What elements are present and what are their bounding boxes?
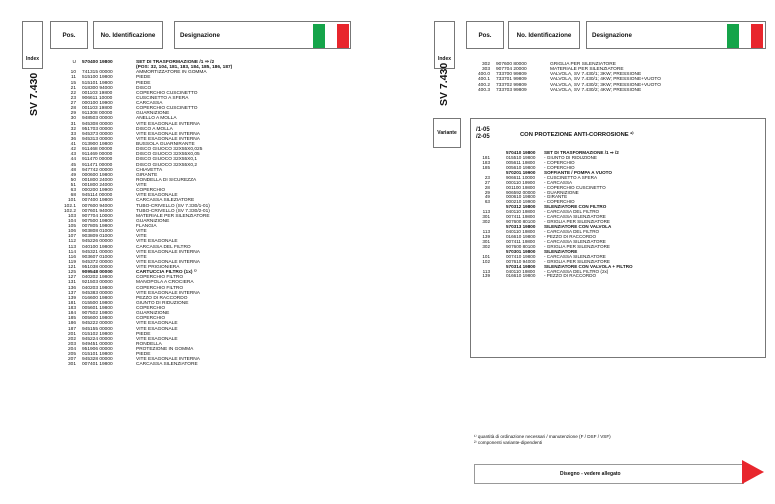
id-cell: 570314 19800 <box>506 263 536 269</box>
id-cell: 040110 19800 <box>506 229 536 234</box>
desc-cell: GRIGLIA PER SILENZIATORE <box>550 62 616 67</box>
desc-cell: VITE <box>136 234 147 240</box>
pos-cell: 28 <box>484 184 490 190</box>
desc-cell: - CARCASSA SILENZIATORE <box>544 253 606 259</box>
id-cell: 007400 19800 <box>82 198 113 204</box>
pos-cell: 29 <box>70 111 76 117</box>
pos-cell: 106 <box>67 229 76 235</box>
table-row <box>470 274 760 279</box>
id-cell: 005611 19800 <box>506 159 536 165</box>
id-cell: 000100 19900 <box>82 101 113 106</box>
pos-cell: 136 <box>67 285 76 291</box>
pos-cell: 302 <box>482 219 490 225</box>
id-cell: 733701 99809 <box>496 77 527 83</box>
pos-cell: 107 <box>67 234 76 240</box>
id-cell: 005610 19800 <box>506 164 536 170</box>
desc-cell: VITE ESAGONALE INTERNA <box>136 357 200 363</box>
desc-cell: COPERCHIO <box>136 188 166 194</box>
id-cell: 007411 19800 <box>506 238 536 244</box>
id-cell: 000210 19900 <box>506 199 536 205</box>
pos-cell: 183 <box>482 159 490 165</box>
pos-cell: 105 <box>67 224 76 229</box>
pos-cell: 113 <box>482 229 490 234</box>
id-cell: 016610 19800 <box>506 273 536 279</box>
pos-cell: 131 <box>67 280 76 286</box>
pos-cell: 137 <box>67 290 76 296</box>
desc-cell: SILENZIATORE <box>544 248 578 254</box>
flag-red-stripe <box>751 24 763 48</box>
desc-cell: VITE PRIGIONIERA <box>136 265 180 270</box>
pos-cell: 102.2 <box>63 208 76 214</box>
id-cell: 907600 80100 <box>506 219 536 225</box>
pos-cell: 63 <box>484 199 490 205</box>
pos-cell: 102.1 <box>63 203 76 209</box>
flag-green-stripe <box>313 24 325 48</box>
desc-cell: GIRANTE <box>136 172 158 178</box>
desc-header-right: Designazione <box>586 21 766 49</box>
desc-cell: - CARCASSA DEL FILTRO (2x) <box>544 268 609 274</box>
desc-cell: GIUNTO DI RIDUZIONE <box>136 300 189 306</box>
pos-cell: 10 <box>70 70 76 76</box>
id-cell: 945321 00000 <box>82 249 113 255</box>
desc-cell: - CARCASSA DEL FILTRO <box>544 209 600 215</box>
desc-cell: GUARNIZIONE <box>136 311 170 317</box>
desc-cell: FLANGIA <box>136 224 157 229</box>
pos-cell: 185 <box>482 164 490 170</box>
desc-cell: - GIRANTE <box>544 194 568 200</box>
pos-cell: 303 <box>481 67 490 73</box>
id-cell: 005600 19800 <box>82 316 113 322</box>
pos-cell: 27 <box>484 179 490 185</box>
model-label-right: SV 7.430 <box>438 62 450 106</box>
desc-cell: CARCASSA SILENZIATORE <box>136 362 198 368</box>
desc-cell: TUBO-CRIVELLO (SV 7.330/2-01) <box>136 208 210 214</box>
desc-cell: VITE ESAGONALE INTERNA <box>136 121 200 127</box>
pos-cell: 101 <box>67 198 76 204</box>
id-cell: 903808 01000 <box>82 229 113 235</box>
desc-header: Designazione <box>174 21 351 49</box>
desc-cell: VITE ESAGONALE INTERNA <box>136 290 200 296</box>
id-cell: 515101 19800 <box>82 80 113 86</box>
pos-cell: 119 <box>68 259 76 265</box>
desc-cell: - GIUNTO DI RIDUZIONE <box>544 154 597 160</box>
pos-cell: 112 <box>68 239 76 245</box>
id-cell: 001800 24000 <box>82 177 113 183</box>
desc-cell: - CARCASSA DEL FILTRO <box>544 229 600 234</box>
desc-cell: SILENZIATORE CON FILTRO <box>544 204 607 210</box>
id-cell: 945313 00000 <box>82 136 113 142</box>
pos-cell: 44 <box>70 157 76 163</box>
pos-cell: 301 <box>482 238 490 244</box>
id-cell: 733702 99809 <box>496 82 527 88</box>
id-cell: 013900 19800 <box>82 142 113 147</box>
id-cell: 907502 19800 <box>82 311 113 317</box>
id-cell: 040202 19800 <box>82 275 113 281</box>
pos-cell: 207 <box>67 357 76 363</box>
pos-cell: 400.0 <box>477 72 490 78</box>
pos-cell: 101 <box>482 253 490 259</box>
id-cell: 733700 99809 <box>496 72 527 78</box>
id-cell: 040203 19800 <box>82 285 113 291</box>
pos-cell: 21 <box>70 85 76 91</box>
id-cell: 951038 00000 <box>82 265 113 270</box>
id-cell: 018300 94000 <box>82 85 113 91</box>
pos-cell: 203 <box>67 341 76 347</box>
pos-cell: 139 <box>482 233 490 239</box>
pos-cell: 113 <box>68 244 76 250</box>
desc-cell: PROTEZIONE IN GOMMA <box>136 347 194 352</box>
pos-cell: 184 <box>67 311 76 317</box>
id-cell: 945222 00000 <box>82 321 113 327</box>
id-cell: 951906 00000 <box>82 347 113 352</box>
pos-cell: 49 <box>484 194 490 200</box>
desc-cell: PIEDE <box>136 331 151 337</box>
pos-cell: 104 <box>67 218 76 224</box>
pos-cell: 187 <box>67 326 76 332</box>
desc-cell: VITE <box>136 183 147 188</box>
id-cell: 903809 01000 <box>82 234 113 240</box>
id-cell: 001103 19800 <box>82 90 113 96</box>
desc-cell: - CARCASSA SILENZIATORE <box>544 238 606 244</box>
flag-red-stripe <box>337 24 349 48</box>
desc-cell: CARCASSA SILEZIATORE <box>136 198 195 204</box>
pos-cell: 32 <box>70 126 76 132</box>
desc-cell: - COPERCHIO <box>544 164 575 170</box>
pos-cell: 400.2 <box>477 82 490 88</box>
desc-cell: VITE ESAGONALE <box>136 239 178 245</box>
pos-cell: 36 <box>70 136 76 142</box>
id-cell: 906611 10000 <box>506 174 536 180</box>
pos-cell: 202 <box>67 336 76 342</box>
pos-cell: 181 <box>482 154 490 160</box>
flag-white-stripe <box>325 24 337 48</box>
id-cell: 016610 19800 <box>506 233 536 239</box>
variant-index: /1-05 /2-05 <box>476 127 490 140</box>
pos-cell: U <box>72 60 76 65</box>
id-cell: 921503 00000 <box>82 280 113 286</box>
id-cell: 907600 80000 <box>496 62 527 67</box>
desc-cell: - CARCASSA <box>544 179 573 185</box>
id-cell: 007411 19800 <box>506 214 536 220</box>
pos-cell: 127 <box>67 275 76 281</box>
id-cell: 015101 19800 <box>82 352 113 358</box>
desc-cell: DISCO GIUOCO 32X55X0,1 <box>136 157 198 163</box>
pos-cell: 30 <box>70 116 76 122</box>
id-cell: 515100 19800 <box>82 75 113 81</box>
id-header: No. Identificazione <box>93 21 163 49</box>
id-cell: 945114 00000 <box>82 193 113 199</box>
pos-cell: 302 <box>481 62 490 67</box>
pos-cell: 103 <box>67 213 76 219</box>
id-cell: 001100 19800 <box>506 184 536 190</box>
desc-cell: - GRIGLIA PER SILENZIATORE <box>544 219 610 225</box>
pos-cell: 23 <box>70 95 76 101</box>
pos-cell: 139 <box>482 273 490 279</box>
id-cell: 906592 00000 <box>506 189 536 195</box>
id-cell: 015102 19800 <box>82 331 113 337</box>
desc-cell: TUBO-CRIVELLO (SV 7.330/1-01) <box>136 203 210 209</box>
id-cell: 907704 20000 <box>496 67 527 73</box>
desc-cell: PEZZO DI RACCORDO <box>136 295 188 301</box>
id-cell: 007805 19800 <box>82 224 113 229</box>
pos-cell: 301 <box>67 362 76 368</box>
id-cell: 945383 00000 <box>82 290 113 296</box>
pos-cell: 68 <box>70 193 76 199</box>
id-cell: 570410 19800 <box>506 150 536 155</box>
pos-cell: 43 <box>70 152 76 158</box>
desc-cell: - GUARNIZIONE <box>544 189 579 195</box>
id-cell: 570301 19800 <box>506 248 536 254</box>
desc-cell: VITE ESAGONALE <box>136 336 178 342</box>
id-cell: 570312 19800 <box>506 204 536 210</box>
desc-cell: MANOPOLA A CROCIERA <box>136 280 194 286</box>
desc-cell: - COPERCHIO <box>544 159 575 165</box>
desc-cell: CHIAVETTA <box>136 167 163 173</box>
id-cell: 040100 19800 <box>82 244 113 250</box>
id-cell: 906611 10000 <box>82 95 113 101</box>
pos-cell: 114 <box>68 249 76 255</box>
pos-cell: 113 <box>482 209 490 215</box>
id-cell: 001103 19800 <box>82 106 113 112</box>
desc-cell: - PEZZO DI RACCORDO <box>544 273 597 279</box>
pos-cell: 302 <box>482 243 490 249</box>
id-cell: 741315 00000 <box>82 70 113 76</box>
id-cell: 007601 94000 <box>82 208 113 214</box>
desc-cell: VITE <box>136 254 147 260</box>
flag-white-stripe <box>739 24 751 48</box>
id-cell: 907500 19800 <box>82 218 113 224</box>
pos-header-right: Pos. <box>466 21 504 49</box>
italy-flag-icon-right <box>727 24 763 48</box>
id-cell: 951703 00000 <box>82 126 113 132</box>
id-cell: 909548 00000 <box>82 270 113 276</box>
desc-cell: MATERIALE PER SILENZIATORE <box>136 213 210 219</box>
variant-label: Variante <box>433 118 461 148</box>
id-cell: 000200 19900 <box>82 188 113 194</box>
pos-cell: 28 <box>70 106 76 112</box>
desc-cell: COPERCHIO FILTRO <box>136 285 184 291</box>
pos-cell: 11 <box>71 75 76 81</box>
id-cell: 945372 00000 <box>82 259 113 265</box>
flag-green-stripe <box>727 24 739 48</box>
pos-cell: 139 <box>67 295 76 301</box>
id-header-right: No. Identificazione <box>508 21 580 49</box>
pos-cell: 48 <box>70 167 76 173</box>
desc-cell: SOFFIANTE / POMPA A VUOTO <box>544 169 612 175</box>
pos-cell: 201 <box>67 331 76 337</box>
id-cell: 000110 19900 <box>506 179 536 185</box>
id-cell: 007600 94000 <box>82 203 113 209</box>
id-cell: 947742 00000 <box>82 167 113 173</box>
desc-cell: VITE <box>136 229 147 235</box>
id-cell: 907600 80100 <box>506 243 536 249</box>
desc-cell: VALVOLA, SV 7.430/2; 3KW; PRESSIONE+VUOTO <box>550 82 661 88</box>
id-cell: 000600 19800 <box>82 172 113 178</box>
variant-parts-list <box>470 151 760 279</box>
pos-cell: 181 <box>67 300 76 306</box>
pos-cell: 15 <box>70 80 76 86</box>
desc-cell: GUARNIZIONE <box>136 218 170 224</box>
desc-cell: VALVOLA, SV 7.430/1; 3KW; PRESSIONE <box>550 72 642 78</box>
desc-cell: PIEDE <box>136 75 151 81</box>
pos-cell: 185 <box>67 316 76 322</box>
id-cell: 945308 00000 <box>82 121 113 127</box>
pos-cell: 23 <box>484 174 490 180</box>
table-row <box>48 362 368 367</box>
id-cell: 945224 00000 <box>82 336 113 342</box>
desc-cell: - CUSCINETTO A SFERA <box>544 174 598 180</box>
note-2: ²⁾ componenti variante-dipendenti <box>474 440 543 445</box>
id-cell: 949451 00000 <box>82 341 113 347</box>
desc-cell: - GRIGLIA PER SILENZIATORE <box>544 258 610 264</box>
id-cell: 945328 00000 <box>82 357 113 363</box>
pos-cell: 51 <box>70 183 76 188</box>
id-cell: 570400 19800 <box>82 60 113 65</box>
pos-cell: 186 <box>67 321 76 327</box>
index-label: Index <box>22 21 43 69</box>
pos-cell: 63 <box>70 188 76 194</box>
pos-cell: 41 <box>70 142 76 147</box>
pos-cell: 116 <box>68 254 76 260</box>
desc-cell: VITE ESAGONALE INTERNA <box>136 249 200 255</box>
pos-header: Pos. <box>50 21 88 49</box>
id-cell: 007410 19800 <box>506 253 536 259</box>
parts-list <box>48 60 368 368</box>
id-cell: 903607 01000 <box>82 254 113 260</box>
id-cell: 015500 19800 <box>82 300 113 306</box>
desc-cell: PIEDE <box>136 80 151 86</box>
desc-cell: VALVOLA, SV 7.430/1; 4KW; PRESSIONE+VUOTO <box>550 77 661 83</box>
pos-cell: 22 <box>70 90 76 96</box>
desc-cell: - COPERCHIO <box>544 199 575 205</box>
id-cell: 570201 19900 <box>506 169 536 175</box>
id-cell: 016600 19800 <box>82 295 113 301</box>
id-cell: 000610 19800 <box>506 194 536 200</box>
pos-cell: 400.3 <box>477 87 490 93</box>
desc-cell: RONDELLA <box>136 341 162 347</box>
id-cell: 945373 00000 <box>82 131 113 137</box>
id-cell: 007610 94000 <box>506 258 536 264</box>
desc-cell: MATERIALE PER SILENZIATORE <box>550 67 624 73</box>
desc-cell: CARCASSA <box>136 101 163 106</box>
parts-list-right <box>462 62 762 93</box>
id-cell: 005601 19800 <box>82 306 113 311</box>
desc-cell: VITE ESAGONALE INTERNA <box>136 131 200 137</box>
desc-cell: DISCO A MOLLA <box>136 126 173 132</box>
variant-title: CON PROTEZIONE ANTI-CORROSIONE ²⁾ <box>520 132 634 138</box>
desc-cell: COPERCHIO CUSCINETTO <box>136 106 198 112</box>
desc-cell: VITE ESAGONALE <box>136 321 178 327</box>
pos-cell: 113 <box>482 268 490 274</box>
id-cell: 001800 24000 <box>82 183 113 188</box>
id-cell: 040110 19800 <box>506 209 536 215</box>
pos-cell: 31 <box>70 121 76 127</box>
desc-cell: - CARCASSA SILENZIATORE <box>544 214 606 220</box>
id-cell: 911469 00000 <box>82 152 113 158</box>
desc-cell: PIEDE <box>136 352 151 358</box>
pos-cell: 49 <box>70 172 76 178</box>
desc-cell: DISCO GIUOCO 32X55X0,025 <box>136 147 203 153</box>
desc-cell: VITE ESAGONALE <box>136 326 178 332</box>
pos-cell: 33 <box>70 131 76 137</box>
desc-cell: VITE ESAGONALE INTERNA <box>136 136 200 142</box>
model-label: SV 7.430 <box>28 72 40 116</box>
pos-cell: 301 <box>482 214 490 220</box>
pos-cell: 125 <box>67 270 76 276</box>
id-cell: 945155 00000 <box>82 326 113 332</box>
desc-cell: VITE ESAGONALE INTERNA <box>136 259 200 265</box>
pos-cell: 42 <box>70 147 76 153</box>
desc-cell: BUSSOLA GUARNIRANTE <box>136 142 195 147</box>
italy-flag-icon <box>313 24 349 48</box>
desc-cell: SILENZIATORE CON VALVOLA + FILTRO <box>544 263 633 269</box>
desc-cell: CARTUCCIA FILTRO (1x) ¹⁾ <box>136 270 197 276</box>
footer-label: Disegno - vedere allegato <box>560 471 621 477</box>
desc-cell: (POS: 32, 104, 181, 183, 184, 185, 186, 187) <box>136 65 233 71</box>
desc-cell: DISCO GIUOCO 32X55X0,2 <box>136 162 198 168</box>
desc-cell: COPERCHIO CUSCINETTO <box>136 90 198 96</box>
id-cell: 911468 00000 <box>82 147 113 153</box>
pos-cell: 121 <box>67 265 76 270</box>
pos-cell: 29 <box>484 189 490 195</box>
pos-cell: 400.1 <box>477 77 490 83</box>
id-cell: 733703 99809 <box>496 87 527 93</box>
pos-cell: 27 <box>70 101 76 106</box>
desc-cell: - GRIGLIA PER SILENZIATORE <box>544 243 610 249</box>
desc-cell: SET DI TRASFORMAZIONE /1 ⇒ /2 <box>544 150 619 155</box>
id-cell: 911470 00000 <box>82 157 113 163</box>
desc-cell: DISCO GIUOCO 32X55X0,05 <box>136 152 200 158</box>
id-cell: 911471 00000 <box>82 162 113 168</box>
desc-cell: RONDELLA DI SICUREZZA <box>136 177 197 183</box>
next-page-arrow-icon[interactable] <box>742 460 764 484</box>
desc-cell: DISCO <box>136 85 152 91</box>
pos-cell: 204 <box>67 347 76 352</box>
desc-cell: SILENZIATORE CON VALVOLA <box>544 224 612 230</box>
id-cell: 911308 00000 <box>82 111 113 117</box>
desc-cell: COPERCHIO <box>136 306 166 311</box>
desc-cell: CARCASSA DEL FILTRO <box>136 244 191 250</box>
index-label-right: Index <box>434 21 455 69</box>
id-cell: 007401 19800 <box>82 362 113 368</box>
table-row <box>462 88 762 93</box>
desc-cell: ANELLO A MOLLA <box>136 116 177 122</box>
note-1: ¹⁾ quantità di ordinazione necessari / manutenzione (F / DSF / VSF) <box>474 434 611 439</box>
desc-cell: - COPERCHIO CUSCINETTO <box>544 184 606 190</box>
pos-cell: 183 <box>67 306 76 311</box>
desc-cell: CUSCINETTO A SFERA <box>136 95 189 101</box>
desc-cell: AMMORTIZZATORE IN GOMMA <box>136 70 207 76</box>
id-cell: 948503 00000 <box>82 116 113 122</box>
id-cell: 907704 10000 <box>82 213 113 219</box>
desc-cell: COPERCHIO FILTRO <box>136 275 184 281</box>
id-cell: 015510 19800 <box>506 154 536 160</box>
pos-cell: 50 <box>70 177 76 183</box>
id-cell: 945226 00000 <box>82 239 113 245</box>
desc-cell: COPERCHIO <box>136 316 166 322</box>
pos-cell: 45 <box>70 162 76 168</box>
desc-cell: - PEZZO DI RACCORDO <box>544 233 597 239</box>
pos-cell: 205 <box>67 352 76 358</box>
desc-cell: VALVOLA, SV 7.430/2; 4KW; PRESSIONE <box>550 87 642 93</box>
id-cell: 040110 19800 <box>506 268 536 274</box>
id-cell: 570313 19800 <box>506 224 536 230</box>
pos-cell: 102 <box>482 258 490 264</box>
desc-cell: SET DI TRASFORMAZIONE /1 ⇒ /2 <box>136 60 215 65</box>
desc-cell: GUARNIZIONE <box>136 111 170 117</box>
desc-cell: VITE ESAGONALE <box>136 193 178 199</box>
